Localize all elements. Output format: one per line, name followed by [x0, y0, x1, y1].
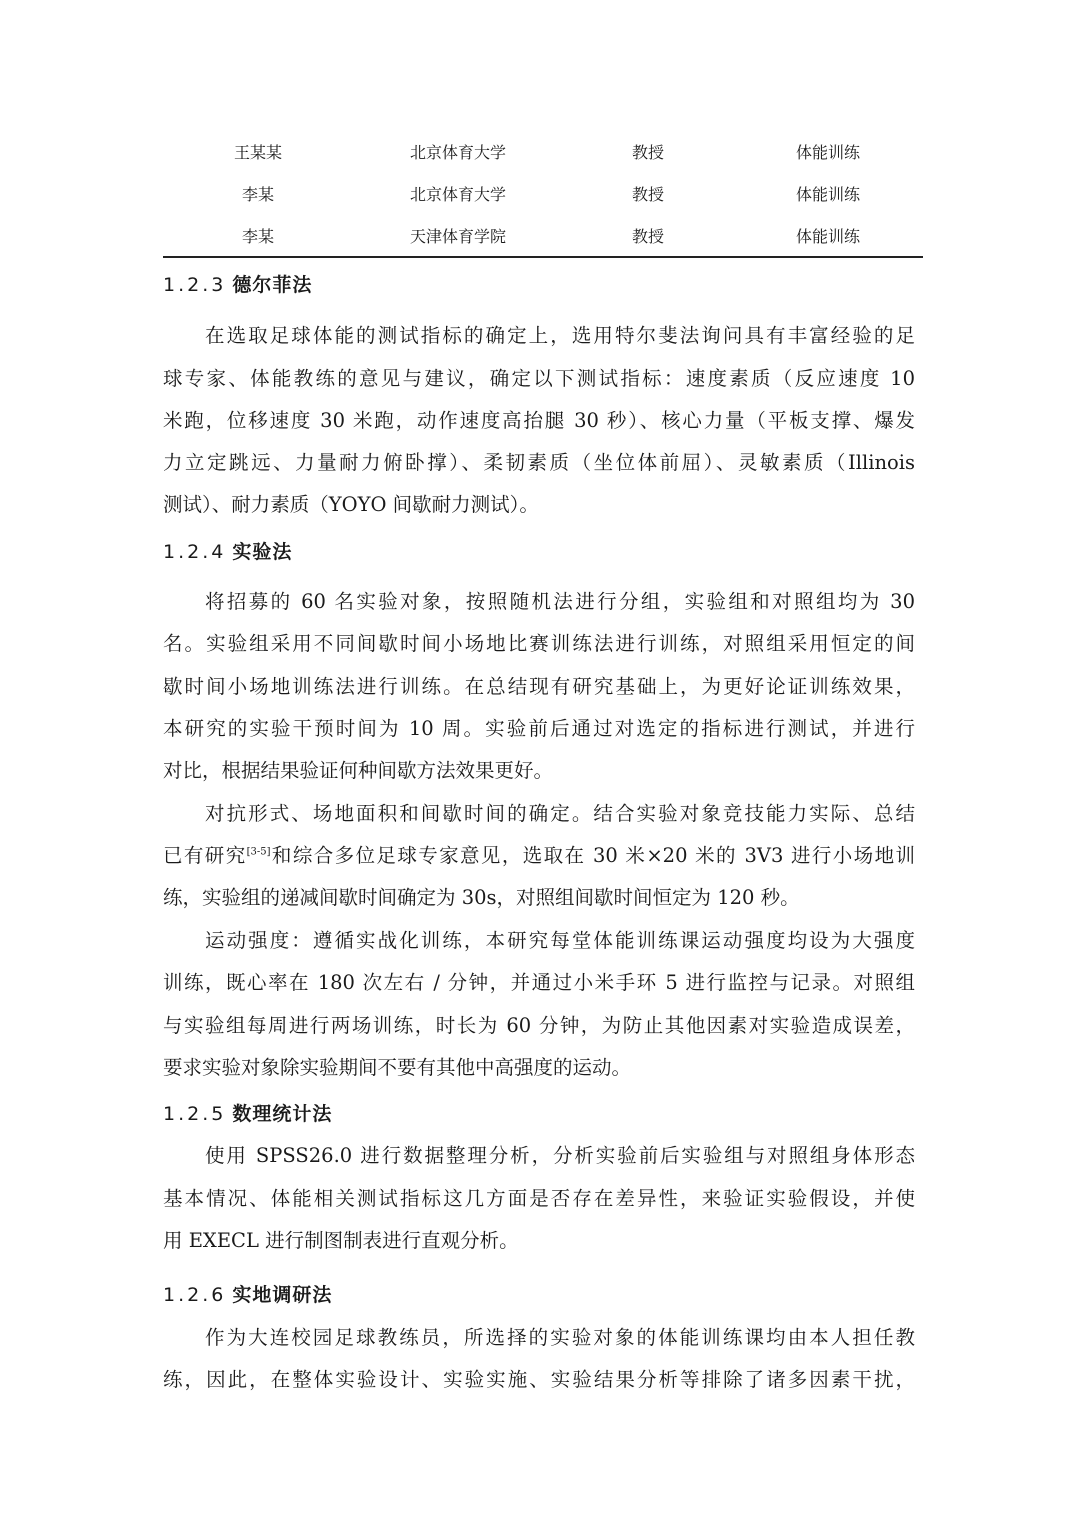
section-title: 德尔菲法: [232, 274, 313, 296]
section-title: 实验法: [232, 541, 293, 563]
section-number: 1.2.5: [163, 1103, 227, 1125]
paragraph-text: 已有研究: [163, 844, 247, 867]
section-heading-1-2-4: [163, 537, 292, 564]
table-cell-field: 体能训练: [795, 226, 860, 246]
paragraph-line: 练，因此，在整体实验设计、实验实施、实验结果分析等排除了诸多因素干扰，: [163, 1368, 915, 1391]
paragraph-line: [163, 842, 915, 870]
table-cell-name: 李某: [241, 226, 274, 246]
paragraph-line: 用 EXECL 进行制图制表进行直观分析。: [163, 1229, 519, 1252]
section-title: 数理统计法: [232, 1103, 333, 1125]
table-cell-title: 教授: [631, 226, 664, 246]
paragraph-line: 测试）、耐力素质（YOYO 间歇耐力测试）。: [163, 493, 539, 516]
expert-table: [163, 130, 923, 258]
paragraph-line: 运动强度：遵循实战化训练，本研究每堂体能训练课运动强度均设为大强度: [205, 929, 915, 952]
paragraph-line: 对比，根据结果验证何种间歇方法效果更好。: [163, 759, 554, 782]
paragraph-line: 与实验组每周进行两场训练，时长为 60 分钟，为防止其他因素对实验造成误差，: [163, 1014, 915, 1037]
section-number: 1.2.4: [163, 541, 227, 563]
section-title: 实地调研法: [232, 1284, 333, 1306]
section-heading-1-2-6: [163, 1280, 332, 1307]
paragraph-text: 和综合多位足球专家意见，选取在 30 米×20 米的 3V3 进行小场地训: [270, 844, 915, 867]
section-heading-1-2-5: [163, 1099, 332, 1126]
table-cell-institution: 北京体育大学: [409, 142, 506, 162]
paragraph-line: 本研究的实验干预时间为 10 周。实验前后通过对选定的指标进行测试，并进行: [163, 717, 915, 740]
paragraph-line: 在选取足球体能的测试指标的确定上，选用特尔斐法询问具有丰富经验的足: [205, 324, 915, 347]
section-number: 1.2.3: [163, 274, 227, 296]
table-cell-field: 体能训练: [795, 184, 860, 204]
paragraph-line: 球专家、体能教练的意见与建议，确定以下测试指标：速度素质（反应速度 10: [163, 367, 915, 390]
table-cell-field: 体能训练: [795, 142, 860, 162]
table-cell-title: 教授: [631, 142, 664, 162]
table-cell-title: 教授: [631, 184, 664, 204]
paragraph-line: 力立定跳远、力量耐力俯卧撑）、柔韧素质（坐位体前屈）、灵敏素质（Illinois: [163, 451, 915, 474]
table-cell-institution: 天津体育学院: [409, 226, 506, 246]
table-cell-institution: 北京体育大学: [409, 184, 506, 204]
paragraph-line: 米跑，位移速度 30 米跑，动作速度高抬腿 30 秒）、核心力量（平板支撑、爆发: [163, 409, 915, 432]
paragraph-line: 基本情况、体能相关测试指标这几方面是否存在差异性，来验证实验假设，并使: [163, 1187, 915, 1210]
paragraph-line: 对抗形式、场地面积和间歇时间的确定。结合实验对象竞技能力实际、总结: [205, 802, 915, 825]
paragraph-line: 使用 SPSS26.0 进行数据整理分析，分析实验前后实验组与对照组身体形态: [205, 1144, 915, 1167]
paragraph-line: 歇时间小场地训练法进行训练。在总结现有研究基础上，为更好论证训练效果，: [163, 675, 915, 698]
table-cell-name: 李某: [241, 184, 274, 204]
table-row: [163, 172, 923, 214]
paragraph-line: 要求实验对象除实验期间不要有其他中高强度的运动。: [163, 1056, 632, 1079]
paragraph-line: 训练，既心率在 180 次左右 / 分钟，并通过小米手环 5 进行监控与记录。对照组: [163, 971, 915, 994]
paragraph-line: 将招募的 60 名实验对象，按照随机法进行分组，实验组和对照组均为 30: [205, 590, 915, 613]
section-number: 1.2.6: [163, 1284, 227, 1306]
table-row: [163, 214, 923, 256]
paragraph-line: 作为大连校园足球教练员，所选择的实验对象的体能训练课均由本人担任教: [205, 1326, 915, 1349]
paragraph-line: 练，实验组的递减间歇时间确定为 30s，对照组间歇时间恒定为 120 秒。: [163, 886, 800, 909]
table-cell-name: 王某某: [233, 142, 282, 162]
paragraph-line: 名。实验组采用不同间歇时间小场地比赛训练法进行训练，对照组采用恒定的间: [163, 632, 915, 655]
section-heading-1-2-3: [163, 270, 312, 297]
table-row: [163, 130, 923, 172]
citation-reference: [3-5]: [246, 846, 271, 858]
